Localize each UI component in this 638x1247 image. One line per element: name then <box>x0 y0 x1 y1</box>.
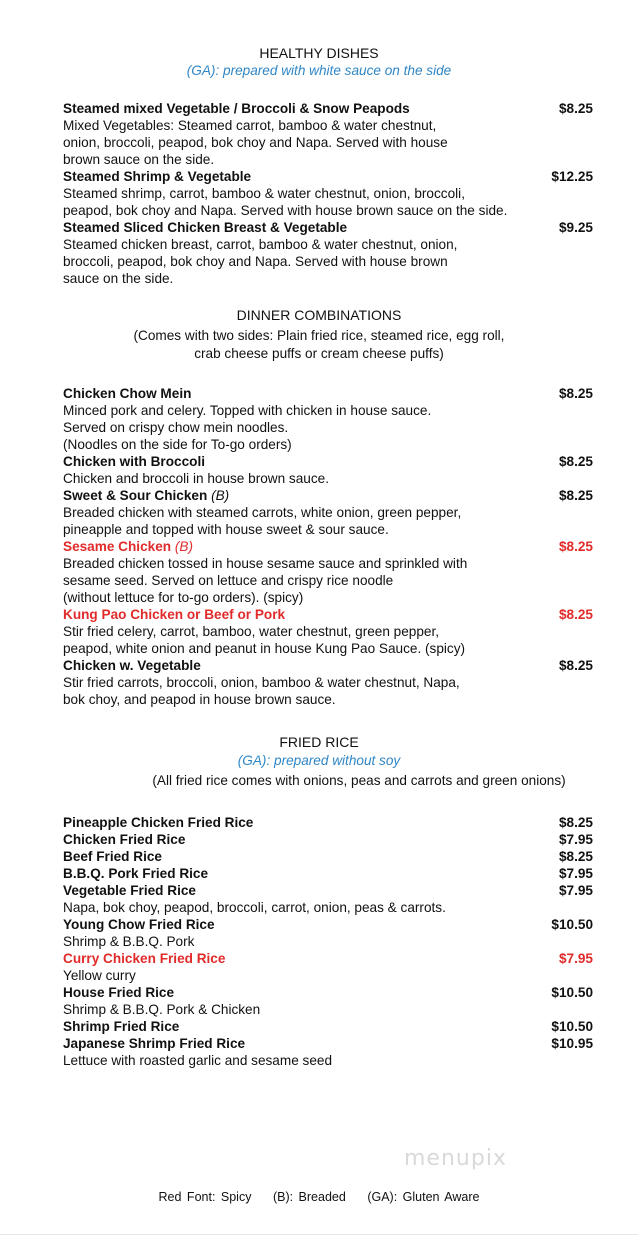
item-name: Shrimp Fried Rice <box>63 1019 180 1034</box>
section-note: (Comes with two sides: Plain fried rice, steamed rice, egg roll, <box>133 328 505 343</box>
item-name: Vegetable Fried Rice <box>63 883 196 898</box>
item-price: $8.25 <box>558 454 593 469</box>
item-price: $10.50 <box>551 985 593 1000</box>
dinner-header <box>0 306 638 363</box>
menu-item <box>63 831 593 848</box>
item-description: Stir fried celery, carrot, bamboo, water chestnut, green pepper, peapod, white onion and peanut in house Kung Pao Sauce. (spicy) <box>63 624 466 656</box>
ga-note: (GA): prepared without soy <box>237 753 401 768</box>
section-note: (All fried rice comes with onions, peas and carrots and green onions) <box>152 773 566 788</box>
fried-rice-header <box>0 733 638 790</box>
menu-item-spicy <box>63 950 593 984</box>
section-note: crab cheese puffs or cream cheese puffs) <box>194 346 444 361</box>
item-price: $8.25 <box>558 101 593 116</box>
item-description: Shrimp & B.B.Q. Pork <box>63 934 195 949</box>
item-price: $7.95 <box>558 951 593 966</box>
item-description: Yellow curry <box>63 968 136 983</box>
item-description: Lettuce with roasted garlic and sesame seed <box>63 1053 333 1068</box>
item-name: Steamed Sliced Chicken Breast & Vegetable <box>63 220 348 235</box>
menu-item <box>63 984 593 1018</box>
fried-rice-list <box>63 814 593 1069</box>
item-price: $7.95 <box>558 832 593 847</box>
item-description: Mixed Vegetables: Steamed carrot, bamboo & water chestnut, onion, broccoli, peapod, bok choy and Napa. Served with house brown sauce on the side. <box>63 118 448 167</box>
dinner-list <box>63 385 593 708</box>
item-description: Shrimp & B.B.Q. Pork & Chicken <box>63 1002 261 1017</box>
menu-item <box>63 814 593 831</box>
ga-note: (GA): prepared with white sauce on the side <box>186 63 452 78</box>
section-title: HEALTHY DISHES <box>259 45 379 61</box>
item-price: $8.25 <box>558 488 593 503</box>
item-price: $8.25 <box>558 607 593 622</box>
item-name: Pineapple Chicken Fried Rice <box>63 815 254 830</box>
item-name: Chicken with Broccoli <box>63 454 206 469</box>
item-name: Kung Pao Chicken or Beef or Pork <box>63 607 286 622</box>
menu-item <box>63 657 593 708</box>
item-description: Minced pork and celery. Topped with chicken in house sauce. Served on crispy chow mein noodles. (Noodles on the side for To-go orders) <box>63 403 432 452</box>
item-description: Breaded chicken tossed in house sesame sauce and sprinkled with sesame seed. Served on lettuce and crispy rice noodle (without lettuce for to-go orders). (spicy) <box>63 556 468 605</box>
item-name: Chicken Fried Rice <box>63 832 186 847</box>
healthy-list <box>63 100 593 287</box>
menu-item <box>63 848 593 865</box>
item-name: Beef Fried Rice <box>63 849 162 864</box>
menu-item-spicy <box>63 606 593 657</box>
legend-breaded: (B): Breaded <box>272 1190 346 1204</box>
healthy-header <box>0 44 638 80</box>
divider <box>0 1234 638 1235</box>
item-name: Steamed Shrimp & Vegetable <box>63 169 252 184</box>
item-price: $8.25 <box>558 539 593 554</box>
item-name: Young Chow Fried Rice <box>63 917 215 932</box>
item-price: $8.25 <box>558 815 593 830</box>
menu-item-spicy <box>63 538 593 606</box>
section-title: DINNER COMBINATIONS <box>236 307 402 323</box>
item-price: $10.95 <box>551 1036 593 1051</box>
item-price: $12.25 <box>551 169 593 184</box>
item-description: Chicken and broccoli in house brown sauce. <box>63 471 329 486</box>
menu-item <box>63 219 593 287</box>
item-name: Sweet & Sour Chicken (B) <box>63 488 230 503</box>
menu-item <box>63 916 593 950</box>
item-description: Stir fried carrots, broccoli, onion, bamboo & water chestnut, Napa, bok choy, and peapod in house brown sauce. <box>63 675 460 707</box>
item-description: Steamed chicken breast, carrot, bamboo & water chestnut, onion, broccoli, peapod, bok choy and Napa. Served with house brown sauce on the side. <box>63 237 458 286</box>
item-description: Napa, bok choy, peapod, broccoli, carrot, onion, peas & carrots. <box>63 900 446 915</box>
item-name: House Fried Rice <box>63 985 175 1000</box>
item-price: $10.50 <box>551 917 593 932</box>
breaded-tag: (B) <box>174 539 193 554</box>
item-name: Curry Chicken Fried Rice <box>63 951 226 966</box>
item-description: Steamed shrimp, carrot, bamboo & water chestnut, onion, broccoli, peapod, bok choy and Napa. Served with house brown sauce on the side. <box>63 186 508 218</box>
item-price: $9.25 <box>558 220 593 235</box>
item-name: Chicken w. Vegetable <box>63 658 201 673</box>
item-name: Steamed mixed Vegetable / Broccoli & Snow Peapods <box>63 101 410 116</box>
menu-item <box>63 865 593 882</box>
item-name: Sesame Chicken (B) <box>63 539 193 554</box>
item-price: $8.25 <box>558 386 593 401</box>
item-name: Japanese Shrimp Fried Rice <box>63 1036 246 1051</box>
menu-item <box>63 487 593 538</box>
menu-item <box>63 168 593 219</box>
legend-spicy: Red Font: Spicy <box>158 1190 252 1204</box>
item-price: $8.25 <box>558 658 593 673</box>
item-price: $8.25 <box>558 849 593 864</box>
item-name: Chicken Chow Mein <box>63 386 192 401</box>
item-description: Breaded chicken with steamed carrots, white onion, green pepper, pineapple and topped with house sweet & sour sauce. <box>63 505 462 537</box>
watermark: menupix <box>404 1146 507 1171</box>
menu-item <box>63 882 593 916</box>
menu-item <box>63 1035 593 1069</box>
breaded-tag: (B) <box>211 488 230 503</box>
item-price: $10.50 <box>551 1019 593 1034</box>
menu-item <box>63 100 593 168</box>
menu-item <box>63 453 593 487</box>
item-name: B.B.Q. Pork Fried Rice <box>63 866 209 881</box>
section-title: FRIED RICE <box>279 734 359 750</box>
legend <box>0 1189 638 1206</box>
item-price: $7.95 <box>558 883 593 898</box>
menu-item <box>63 385 593 453</box>
item-price: $7.95 <box>558 866 593 881</box>
legend-gluten-aware: (GA): Gluten Aware <box>367 1190 480 1204</box>
menu-item <box>63 1018 593 1035</box>
